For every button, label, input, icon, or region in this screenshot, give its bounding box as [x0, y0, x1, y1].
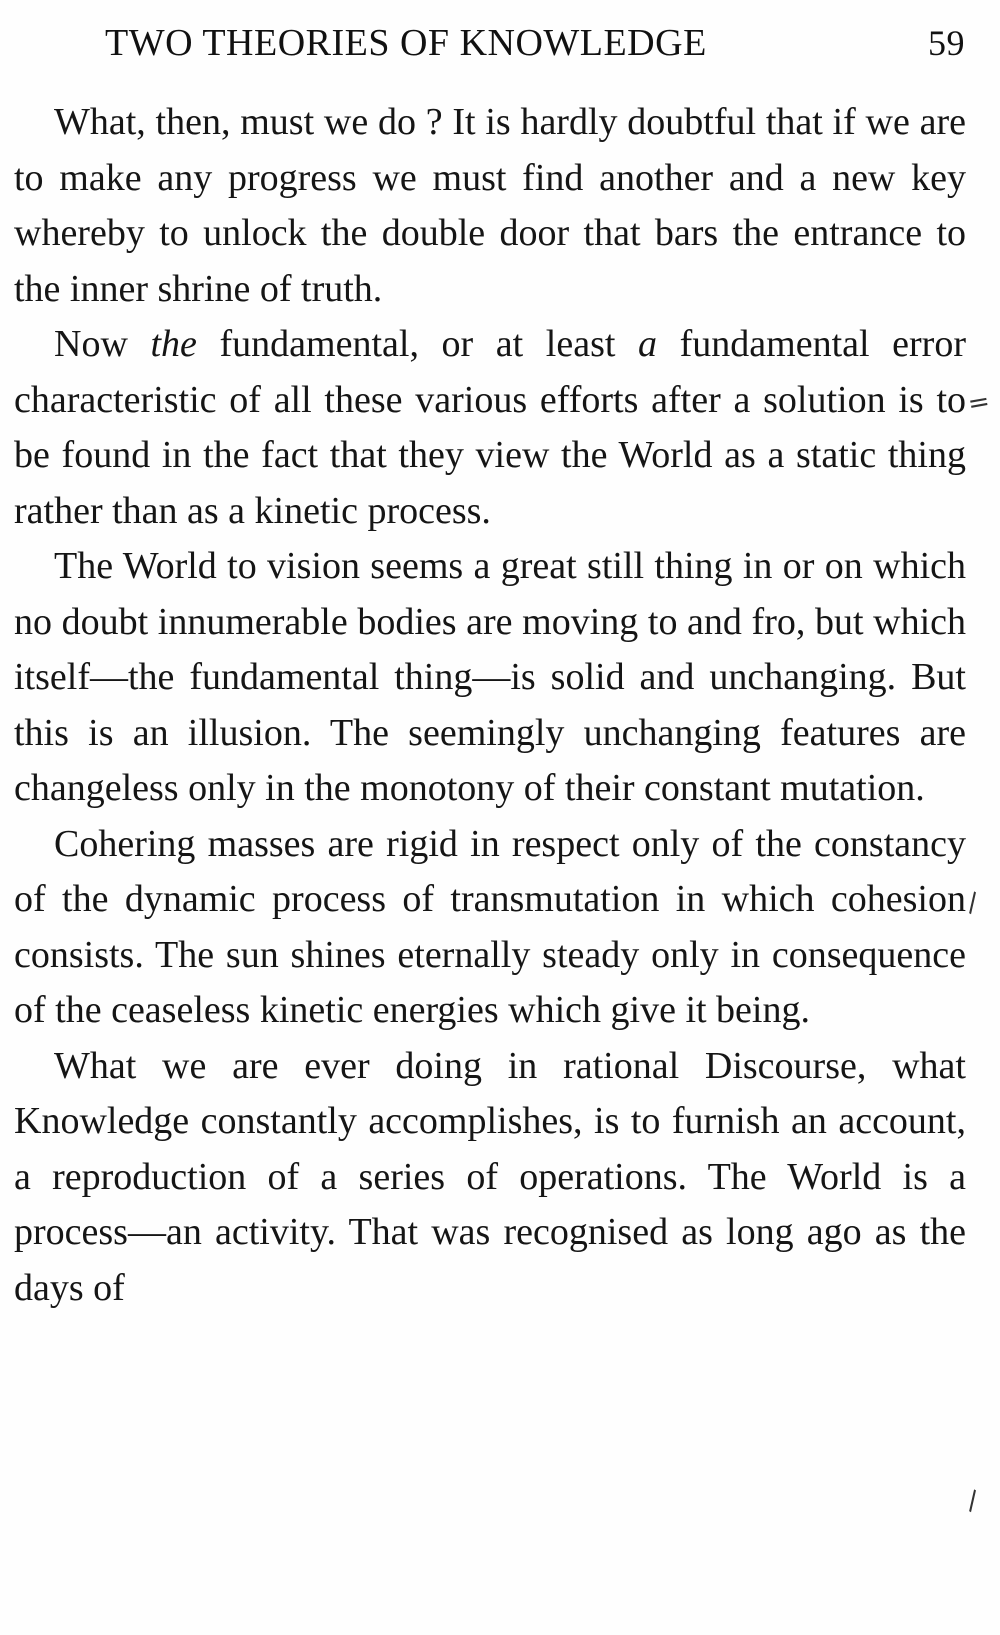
- body-text: [14, 95, 966, 1316]
- paragraph-5: What we are ever doing in rational Discourse, what Knowledge constantly accomplishes, is to furnish an account, a reproduction of a series of operations. The World is a process—an activity. That was recognised as long ago as the days of: [14, 1044, 966, 1309]
- running-title: TWO THEORIES OF KNOWLEDGE: [105, 22, 707, 64]
- running-head: [105, 18, 965, 68]
- margin-mark-3: \: [961, 1485, 984, 1517]
- paragraph-4: Cohering masses are rigid in respect only of the constancy of the dynamic process of transmutation in which cohesion consists. The sun shines eternally steady only in consequence of the ceaseless kinetic energies which give it being.: [14, 822, 966, 1031]
- paragraph-2-mid: fundamental, or at least: [196, 323, 639, 365]
- paragraph-3: The World to vision seems a great still thing in or on which no doubt innumerable bodies are moving to and fro, but which itself—the fundamental thing—is solid and unchanging. But this is an illusion. The seemingly unchanging features are changeless only in the monotony of their constant mutation.: [14, 545, 966, 809]
- margin-mark-1: =: [965, 386, 993, 420]
- paragraph-2-rest: fundamental error characteristic of all these various efforts after a solution is to be found in the fact that they view the World as a static thing rather than as a kinetic process.: [14, 323, 966, 532]
- paragraph-2: [14, 317, 966, 539]
- paragraph-2-lead: Now: [54, 323, 151, 365]
- margin-mark-2: \: [961, 887, 984, 919]
- page-number: 59: [928, 23, 965, 63]
- italic-a: a: [638, 323, 658, 365]
- paragraph-1: What, then, must we do ? It is hardly doubtful that if we are to make any progress we must find another and a new key whereby to unlock the double door that bars the entrance to the inner shrine of truth.: [14, 101, 966, 310]
- italic-the: the: [150, 323, 197, 365]
